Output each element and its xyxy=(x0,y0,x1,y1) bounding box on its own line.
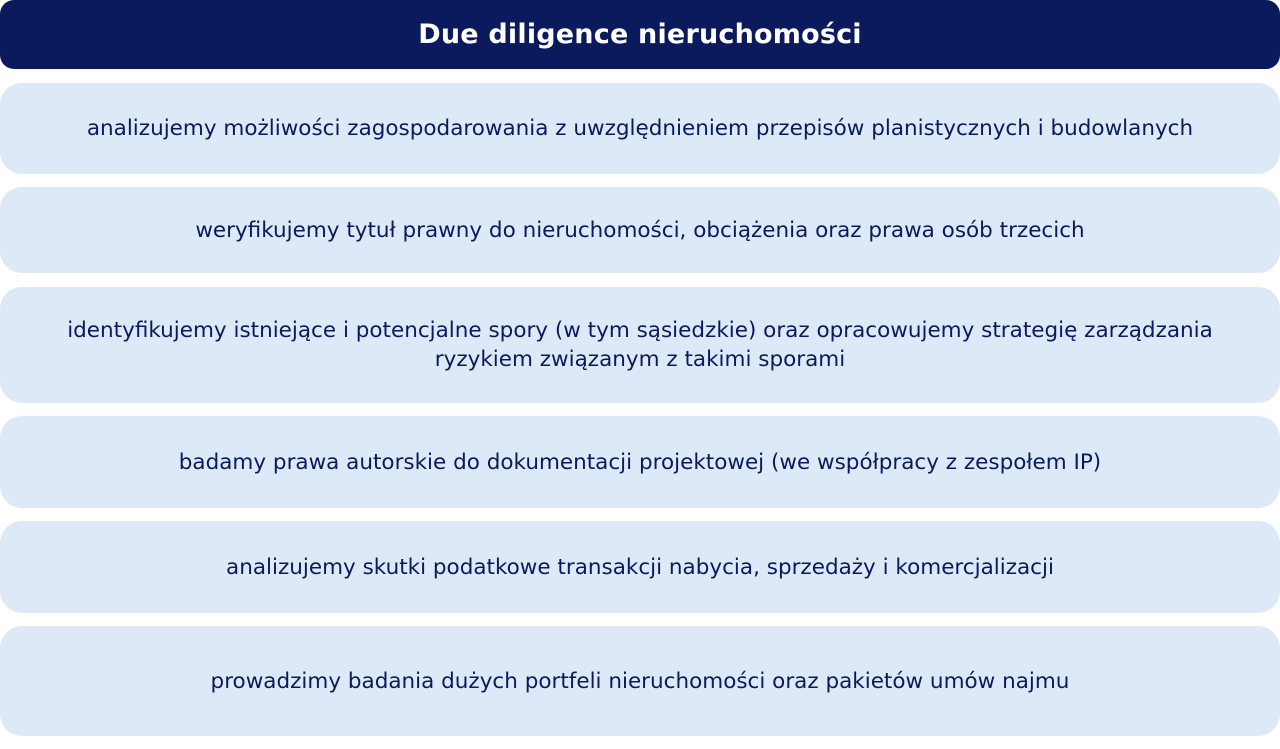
list-item-text: badamy prawa autorskie do dokumentacji projektowej (we współpracy z zespołem IP) xyxy=(178,449,1102,475)
header-banner xyxy=(0,0,1280,69)
list-item xyxy=(0,187,1280,273)
list-item xyxy=(0,521,1280,613)
list-item-text: weryfikujemy tytuł prawny do nieruchomości, obciążenia oraz prawa osób trzecich xyxy=(195,217,1085,243)
list-item xyxy=(0,83,1280,174)
list-item-text: prowadzimy badania dużych portfeli nieruchomości oraz pakietów umów najmu xyxy=(210,668,1070,694)
list-item-text: analizujemy możliwości zagospodarowania z uwzględnieniem przepisów planistycznych i budowlanych xyxy=(86,116,1194,141)
page-title: Due diligence nieruchomości xyxy=(418,19,862,50)
list-item xyxy=(0,287,1280,403)
list-item-text: analizujemy skutki podatkowe transakcji nabycia, sprzedaży i komercjalizacji xyxy=(226,554,1054,580)
list-item-text: identyfikujemy istniejące i potencjalne spory (w tym sąsiedzkie) oraz opracowujemy strategię zarządzania ryzykiem związanym z takimi sporami xyxy=(67,318,1213,372)
list-item xyxy=(0,416,1280,508)
list-item xyxy=(0,626,1280,736)
